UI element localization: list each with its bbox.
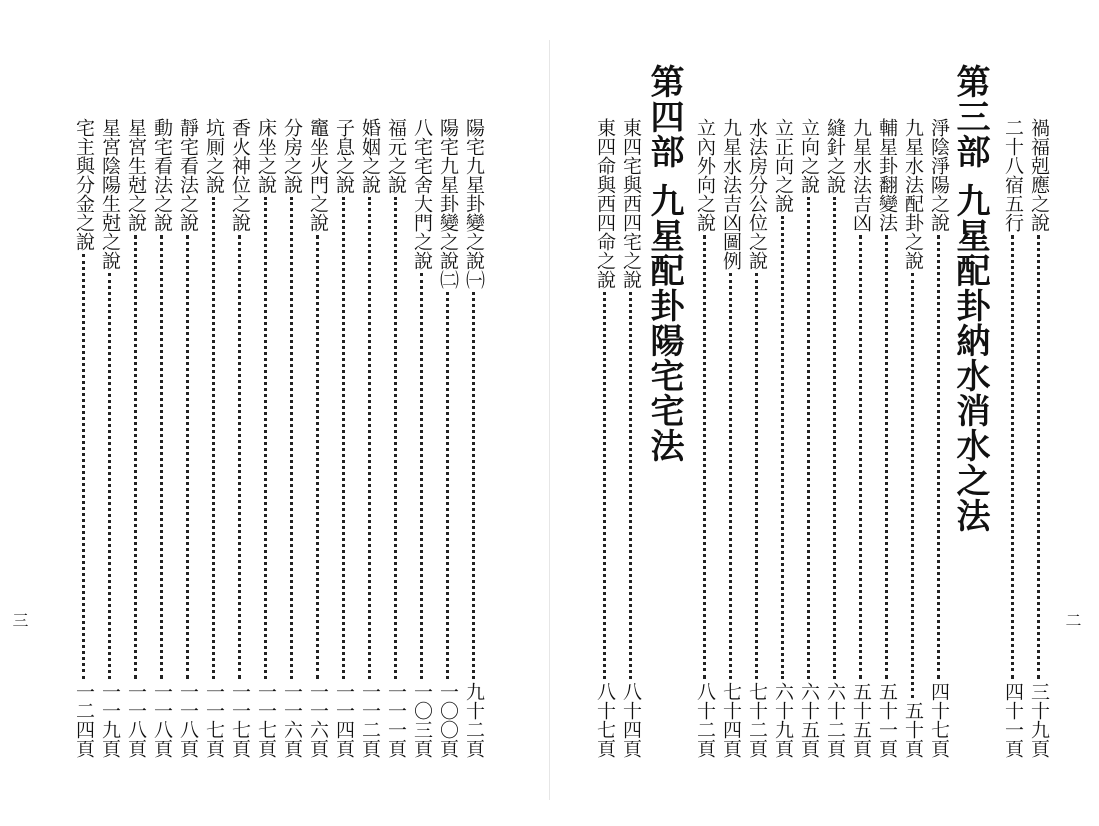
leader-dots [937, 235, 940, 679]
toc-entry-title: 二十八宿五行 [1002, 118, 1024, 232]
toc-entry-page: 一一四頁 [333, 682, 355, 758]
toc-entry-title: 禍福剋應之說 [1028, 118, 1050, 232]
toc-entry-page: 八十四頁 [620, 682, 642, 758]
toc-entry-title: 立向之說 [798, 118, 820, 194]
toc-entry-page: 一〇〇頁 [437, 682, 459, 758]
toc-entry [100, 118, 119, 758]
leader-dots [82, 254, 85, 679]
leader-dots [603, 292, 606, 679]
toc-entry-page: 八十七頁 [594, 682, 616, 758]
toc-entry-page: 四十一頁 [1002, 682, 1024, 758]
leader-dots [472, 292, 475, 679]
right-page [549, 0, 1099, 826]
toc-entry-title: 輔星卦翻變法 [876, 118, 898, 232]
toc-entry [230, 118, 249, 758]
leader-dots [264, 197, 267, 679]
toc-entry [851, 118, 870, 758]
page-number: 三 [10, 612, 29, 628]
toc-entry-page: 四十七頁 [928, 682, 950, 758]
part-number: 第四部 [644, 64, 684, 169]
toc-entry-title: 福元之說 [385, 118, 407, 194]
toc-entry [903, 118, 922, 758]
toc-entry [282, 118, 301, 758]
toc-entry-page: 五十一頁 [876, 682, 898, 758]
leader-dots [629, 292, 632, 679]
toc-entry-title: 分房之說 [281, 118, 303, 194]
leader-dots [212, 197, 215, 679]
leader-dots [342, 197, 345, 679]
leader-dots [394, 197, 397, 679]
toc-entry-title: 宅主與分金之說 [73, 118, 95, 251]
toc-entry-page: 一一七頁 [255, 682, 277, 758]
toc-entry-page: 八十二頁 [694, 682, 716, 758]
toc-entry [74, 118, 93, 758]
toc-entry [412, 118, 431, 758]
toc-entry-title: 九星水法吉凶 [850, 118, 872, 232]
leader-dots [859, 235, 862, 679]
toc-entry-page: 一一二頁 [359, 682, 381, 758]
toc-entry [126, 118, 145, 758]
toc-entry-page: 三十九頁 [1028, 682, 1050, 758]
toc-entry-page: 五十五頁 [850, 682, 872, 758]
toc-entry [152, 118, 171, 758]
toc-entry-page: 七十二頁 [746, 682, 768, 758]
toc-entry-title: 陽宅九星卦變之說㈠ [463, 118, 485, 289]
toc-entry [256, 118, 275, 758]
toc-entry-page: 一一六頁 [281, 682, 303, 758]
leader-dots [290, 197, 293, 679]
leader-dots [781, 216, 784, 679]
toc-entry-page: 一一八頁 [177, 682, 199, 758]
toc-entry-title: 九星水法吉凶圖例 [720, 118, 742, 270]
toc-entry-title: 水法房分公位之說 [746, 118, 768, 270]
toc-entry-page: 一一六頁 [307, 682, 329, 758]
toc-entry-page: 一一七頁 [229, 682, 251, 758]
toc-entry [799, 118, 818, 758]
toc-entry-title: 東四命與西四命之說 [594, 118, 616, 289]
toc-entry [621, 118, 640, 758]
toc-entry-page: 一一八頁 [125, 682, 147, 758]
toc-entry-page: 六十五頁 [798, 682, 820, 758]
toc-entry [721, 118, 740, 758]
leader-dots [911, 273, 914, 698]
toc-entry [334, 118, 353, 758]
toc-entry [438, 118, 457, 758]
part-number: 第三部 [950, 64, 990, 169]
toc-entry-title: 八宅宅舍大門之說 [411, 118, 433, 270]
toc-entry-title: 香火神位之說 [229, 118, 251, 232]
toc-entry [773, 118, 792, 758]
toc-entry-title: 星宮生尅之說 [125, 118, 147, 232]
toc-entry [1003, 118, 1022, 758]
toc-entry-title: 淨陰淨陽之說 [928, 118, 950, 232]
leader-dots [703, 235, 706, 679]
toc-entry-title: 靜宅看法之說 [177, 118, 199, 232]
leader-dots [108, 273, 111, 679]
toc-entry-page: 六十二頁 [824, 682, 846, 758]
toc-entry-title: 子息之說 [333, 118, 355, 194]
toc-entry [1029, 118, 1048, 758]
toc-entry [929, 118, 948, 758]
toc-entry-title: 坑厠之說 [203, 118, 225, 194]
page-number: 二 [1063, 612, 1082, 628]
toc-entry-page: 七十四頁 [720, 682, 742, 758]
toc-entry [595, 118, 614, 758]
leader-dots [186, 235, 189, 679]
toc-entry-title: 立正向之說 [772, 118, 794, 213]
toc-entry [178, 118, 197, 758]
part-heading [950, 64, 990, 533]
toc-entry-page: 一一八頁 [151, 682, 173, 758]
toc-entry-title: 動宅看法之說 [151, 118, 173, 232]
leader-dots [1011, 235, 1014, 679]
leader-dots [807, 197, 810, 679]
toc-entry-page: 九十二頁 [463, 682, 485, 758]
leader-dots [368, 197, 371, 679]
toc-entry [695, 118, 714, 758]
toc-entry [204, 118, 223, 758]
toc-entry [360, 118, 379, 758]
leader-dots [833, 197, 836, 679]
toc-entry-page: 五十頁 [902, 701, 924, 758]
toc-entry-title: 婚姻之說 [359, 118, 381, 194]
left-page [0, 0, 549, 826]
toc-entry-page: 一二四頁 [73, 682, 95, 758]
part-name: 九星配卦陽宅宅法 [644, 183, 684, 463]
leader-dots [885, 235, 888, 679]
leader-dots [420, 273, 423, 679]
leader-dots [160, 235, 163, 679]
part-heading [644, 64, 684, 484]
toc-entry-title: 竈坐火門之說 [307, 118, 329, 232]
leader-dots [1037, 235, 1040, 679]
toc-entry [308, 118, 327, 758]
toc-entry-page: 六十九頁 [772, 682, 794, 758]
toc-entry-page: 一一七頁 [203, 682, 225, 758]
toc-entry-title: 陽宅九星卦變之說㈡ [437, 118, 459, 289]
toc-entry-page: 一一一頁 [385, 682, 407, 758]
toc-entry [825, 118, 844, 758]
toc-entry-title: 九星水法配卦之說 [902, 118, 924, 270]
leader-dots [729, 273, 732, 679]
part-name: 九星配卦納水消水之法 [950, 183, 990, 533]
toc-entry-title: 立內外向之說 [694, 118, 716, 232]
leader-dots [755, 273, 758, 679]
toc-entry-title: 床坐之說 [255, 118, 277, 194]
leader-dots [238, 235, 241, 679]
toc-entry [464, 118, 483, 758]
leader-dots [446, 292, 449, 679]
toc-entry [747, 118, 766, 758]
leader-dots [316, 235, 319, 679]
toc-entry-title: 星宮陰陽生尅之說 [99, 118, 121, 270]
leader-dots [134, 235, 137, 679]
toc-entry [877, 118, 896, 758]
toc-entry-title: 縫針之說 [824, 118, 846, 194]
toc-entry-page: 一一九頁 [99, 682, 121, 758]
toc-entry [386, 118, 405, 758]
toc-entry-title: 東四宅與西四宅之說 [620, 118, 642, 289]
toc-entry-page: 一〇三頁 [411, 682, 433, 758]
